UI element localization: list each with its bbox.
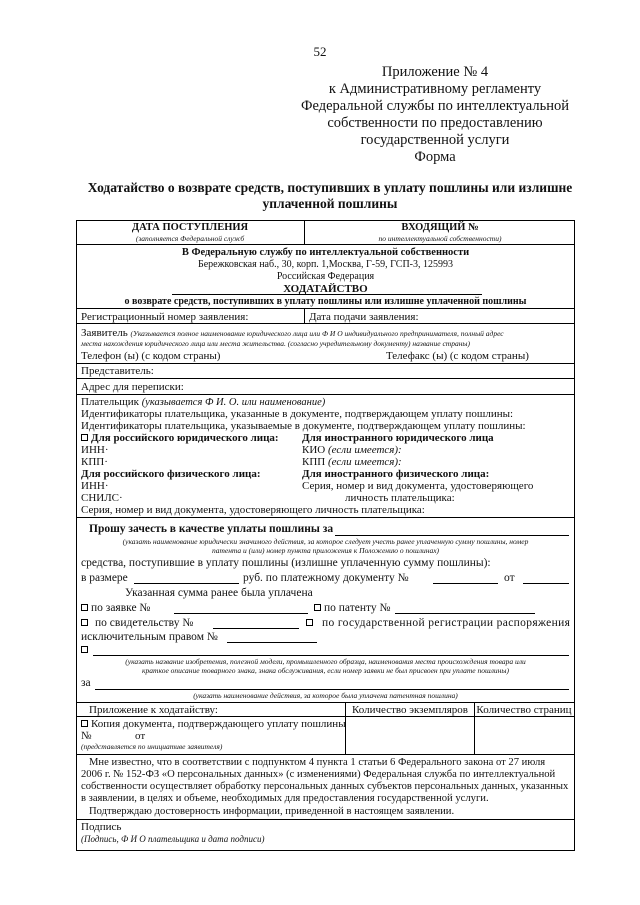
snils-label: СНИЛС· <box>81 492 123 504</box>
by-patent-checkbox[interactable] <box>314 604 321 611</box>
document-title-line-1: Ходатайство о возврате средств, поступивших в уплату пошлины или излишне <box>87 180 573 195</box>
attachments-col-2: Количество экземпляров <box>351 704 468 716</box>
request-note-2: патента и (или) номер пункта приложения к Положению о пошлинах) <box>211 546 440 555</box>
for-note: (указать наименование действия, за которое была уплачена патентная пошлина) <box>193 691 458 700</box>
id-document-label: Серия, номер и вид документа, удостоверяющего личность плательщика: <box>81 504 425 516</box>
kpp-foreign-label: КПП <box>302 456 328 468</box>
appendix-line-1: Приложение № 4 <box>381 64 489 80</box>
other-checkbox[interactable] <box>81 646 88 653</box>
filing-date-label: Дата подачи заявления: <box>309 311 419 323</box>
by-certificate-checkbox[interactable] <box>81 619 88 626</box>
kpp-foreign-row <box>302 456 402 468</box>
petition-heading: ХОДАТАЙСТВО <box>283 283 368 295</box>
ru-legal-label: Для российского юридического лица: <box>91 432 279 444</box>
attachment-item-1-note: (представляется по инициативе заявителя) <box>81 742 223 751</box>
request-funds-line: средства, поступившие в уплату пошлины (излишне уплаченную сумму пошлины): <box>81 557 491 569</box>
inn2-label: ИНН· <box>81 480 109 492</box>
payer-label: Плательщик <box>81 396 142 408</box>
foreign-person-doc-1: Серия, номер и вид документа, удостоверяющего <box>302 480 534 492</box>
by-application-label: по заявке № <box>91 602 151 614</box>
inn-label: ИНН· <box>81 444 109 456</box>
foreign-legal-label: Для иностранного юридического лица <box>302 432 494 444</box>
applicant-label: Заявитель <box>81 327 128 339</box>
appendix-line-3: Федеральной службы по интеллектуальной <box>301 98 569 114</box>
payer-identifiers-given: Идентификаторы плательщика, указанные в документе, подтверждающем уплату пошлины: <box>81 408 514 420</box>
document-title-line-2: уплаченной пошлины <box>262 196 398 211</box>
other-row <box>81 644 91 656</box>
attachment-item-1-number: № <box>81 730 92 742</box>
applicant-note-2: места нахождения юридического лица или места жительства. (согласно учредительному документу) название страны) <box>81 339 470 348</box>
ru-legal-checkbox[interactable] <box>81 434 88 441</box>
fax-label: Телефакс (ы) (с кодом страны) <box>386 350 529 362</box>
attachment-item-1-label: Копия документа, подтверждающего уплату пошлины <box>91 718 346 730</box>
kio-row <box>302 444 402 456</box>
by-state-reg-row <box>306 617 570 629</box>
form-frame <box>76 220 575 851</box>
signature-note: (Подпись, Ф И О плательщика и дата подписи) <box>81 834 265 844</box>
appendix-line-6: Форма <box>414 149 456 165</box>
by-patent-label: по патенту № <box>324 602 391 614</box>
other-note-1: (указать название изобретения, полезной модели, промышленного образца, наименования места происхождения товара или <box>125 657 526 666</box>
petition-subheading: о возврате средств, поступивших в уплату пошлины или излишне уплаченной пошлины <box>124 296 527 307</box>
by-certificate-row <box>81 617 193 629</box>
representative-label: Представитель: <box>81 365 154 377</box>
by-application-checkbox[interactable] <box>81 604 88 611</box>
attachments-col-1: Приложение к ходатайству: <box>89 704 218 716</box>
applicant-row <box>81 327 504 339</box>
by-patent-row <box>314 602 391 614</box>
appendix-line-4: собственности по предоставлению <box>327 115 543 131</box>
page-number: 52 <box>313 44 327 59</box>
by-application-row <box>81 602 150 614</box>
incoming-label: ВХОДЯЩИЙ № <box>401 222 479 233</box>
kio-note: (если имеется): <box>327 444 402 456</box>
for-label: за <box>81 677 91 689</box>
payer-note: (указывается Ф И. О. или наименование) <box>141 397 326 408</box>
ru-legal-row <box>81 432 279 444</box>
reg-number-label: Регистрационный номер заявления: <box>81 311 249 323</box>
phone-label: Телефон (ы) (с кодом страны) <box>81 350 221 362</box>
amount-prefix: в размере <box>81 572 128 584</box>
amount-payment-doc: руб. по платежному документу № <box>243 572 409 584</box>
addressee-line-2: Бережковская наб., 30, корп. 1,Москва, Г-59, ГСП-3, 125993 <box>197 259 453 270</box>
addressee-line-3: Российская Федерация <box>276 271 375 282</box>
signature-label: Подпись <box>81 821 122 833</box>
kio-label: КИО <box>302 444 328 456</box>
attachments-col-3: Количество страниц <box>476 704 572 716</box>
incoming-note: по интеллектуальной собственности) <box>378 234 502 243</box>
by-certificate-label: по свидетельству № <box>95 617 194 629</box>
addressee-line-1: В Федеральную службу по интеллектуальной собственности <box>181 247 470 258</box>
kpp-label: КПП· <box>81 456 108 468</box>
received-label: ДАТА ПОСТУПЛЕНИЯ <box>131 222 249 233</box>
ru-person-label: Для российского физического лица: <box>81 468 261 480</box>
consent-line-2: 2006 г. № 152-ФЗ «О персональных данных» (с изменениями) Федеральная служба по интеллектуальной <box>81 769 556 780</box>
by-state-reg-checkbox[interactable] <box>306 619 313 626</box>
attachment-item-1-checkbox[interactable] <box>81 720 88 727</box>
exclusive-right-label: исключительным правом № <box>81 631 218 643</box>
consent-line-3: собственности осуществляет обработку персональных данных субъектов персональных данных, указанных <box>81 781 569 792</box>
kpp-foreign-note: (если имеется): <box>327 456 402 468</box>
correspondence-label: Адрес для переписки: <box>81 381 184 393</box>
foreign-person-doc-2: личность плательщика: <box>345 492 455 504</box>
payer-identifiers-to-give: Идентификаторы плательщика, указываемые в документе, подтверждающем уплату пошлины: <box>81 420 526 432</box>
consent-line-5: Подтверждаю достоверность информации, приведенной в настоящем заявлении. <box>89 806 455 817</box>
attachment-item-1 <box>81 718 346 730</box>
amount-from: от <box>504 572 515 584</box>
request-note-1: (указать наименование юридически значимого действия, за которое следует учесть ранее уплаченную сумму пошлины, номер <box>122 537 529 546</box>
other-note-2: краткое описание товарного знака, знака обслуживания, если номер заявки не был присвоен при уплате пошлины) <box>142 666 509 675</box>
consent-line-1: Мне известно, что в соответствии с подпунктом 4 пункта 1 статьи 6 Федерального закона от 27 июля <box>89 757 546 768</box>
received-note: (заполняется Федеральной служб <box>135 234 245 243</box>
foreign-person-label: Для иностранного физического лица: <box>302 468 490 480</box>
by-state-reg-label: по государственной регистрации распоряжения <box>322 617 571 629</box>
consent-line-4: в заявлении, в целях и объеме, необходимых для предоставления государственной услуги. <box>81 793 489 804</box>
attachment-item-1-from: от <box>135 730 146 742</box>
appendix-line-2: к Административному регламенту <box>328 81 542 97</box>
request-line: Прошу зачесть в качестве уплаты пошлины за <box>89 523 334 535</box>
applicant-note-1: (Указывается полное наименование юридического лица или Ф И О индивидуального предпринимателя, полный адрес <box>130 329 504 338</box>
paid-for-label: Указанная сумма ранее была уплачена <box>125 587 313 599</box>
appendix-line-5: государственной услуги <box>360 132 510 148</box>
